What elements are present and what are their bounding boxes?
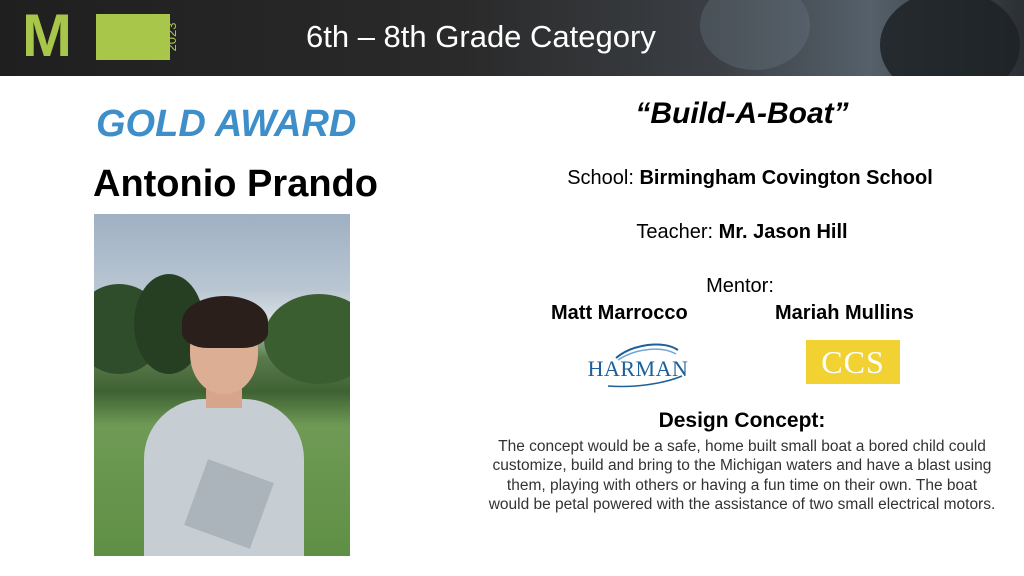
photo-tree [264, 294, 350, 384]
header-banner [0, 0, 1024, 76]
school-label: School: [567, 167, 634, 189]
design-concept-text: The concept would be a safe, home built small boat a bored child could customize, build and bring to the Michigan waters and have a blast using them, playing with others or having a fun time on their own. The boat would be petal powered with the assistance of two small electrical motors. [488, 438, 996, 514]
school-line [470, 165, 1024, 191]
photo-hair [182, 296, 268, 348]
project-title: “Build-A-Boat” [635, 97, 849, 130]
harman-logo [578, 338, 698, 390]
page-title: 6th – 8th Grade Category [306, 19, 656, 54]
teacher-line [462, 219, 1022, 245]
teacher-name: Mr. Jason Hill [718, 221, 848, 243]
harman-logo-text: HARMAN [587, 356, 689, 381]
header-background-image [700, 0, 810, 70]
logo-year: 2023 [164, 22, 179, 52]
mentor-name: Mariah Mullins [775, 302, 914, 324]
ccs-logo [806, 340, 900, 384]
school-name: Birmingham Covington School [639, 167, 933, 189]
design-concept-title: Design Concept: [658, 409, 826, 432]
student-name: Antonio Prando [93, 163, 378, 205]
logo-letter: M [22, 2, 70, 69]
mentor-label: Mentor: [706, 275, 774, 297]
teacher-label: Teacher: [636, 221, 714, 243]
header-background-image [880, 0, 1020, 76]
student-photo [94, 214, 350, 556]
ccs-logo-text: CCS [821, 344, 885, 380]
logo-block [96, 14, 170, 60]
mentor-name: Matt Marrocco [551, 302, 688, 324]
award-level: GOLD AWARD [96, 103, 357, 145]
